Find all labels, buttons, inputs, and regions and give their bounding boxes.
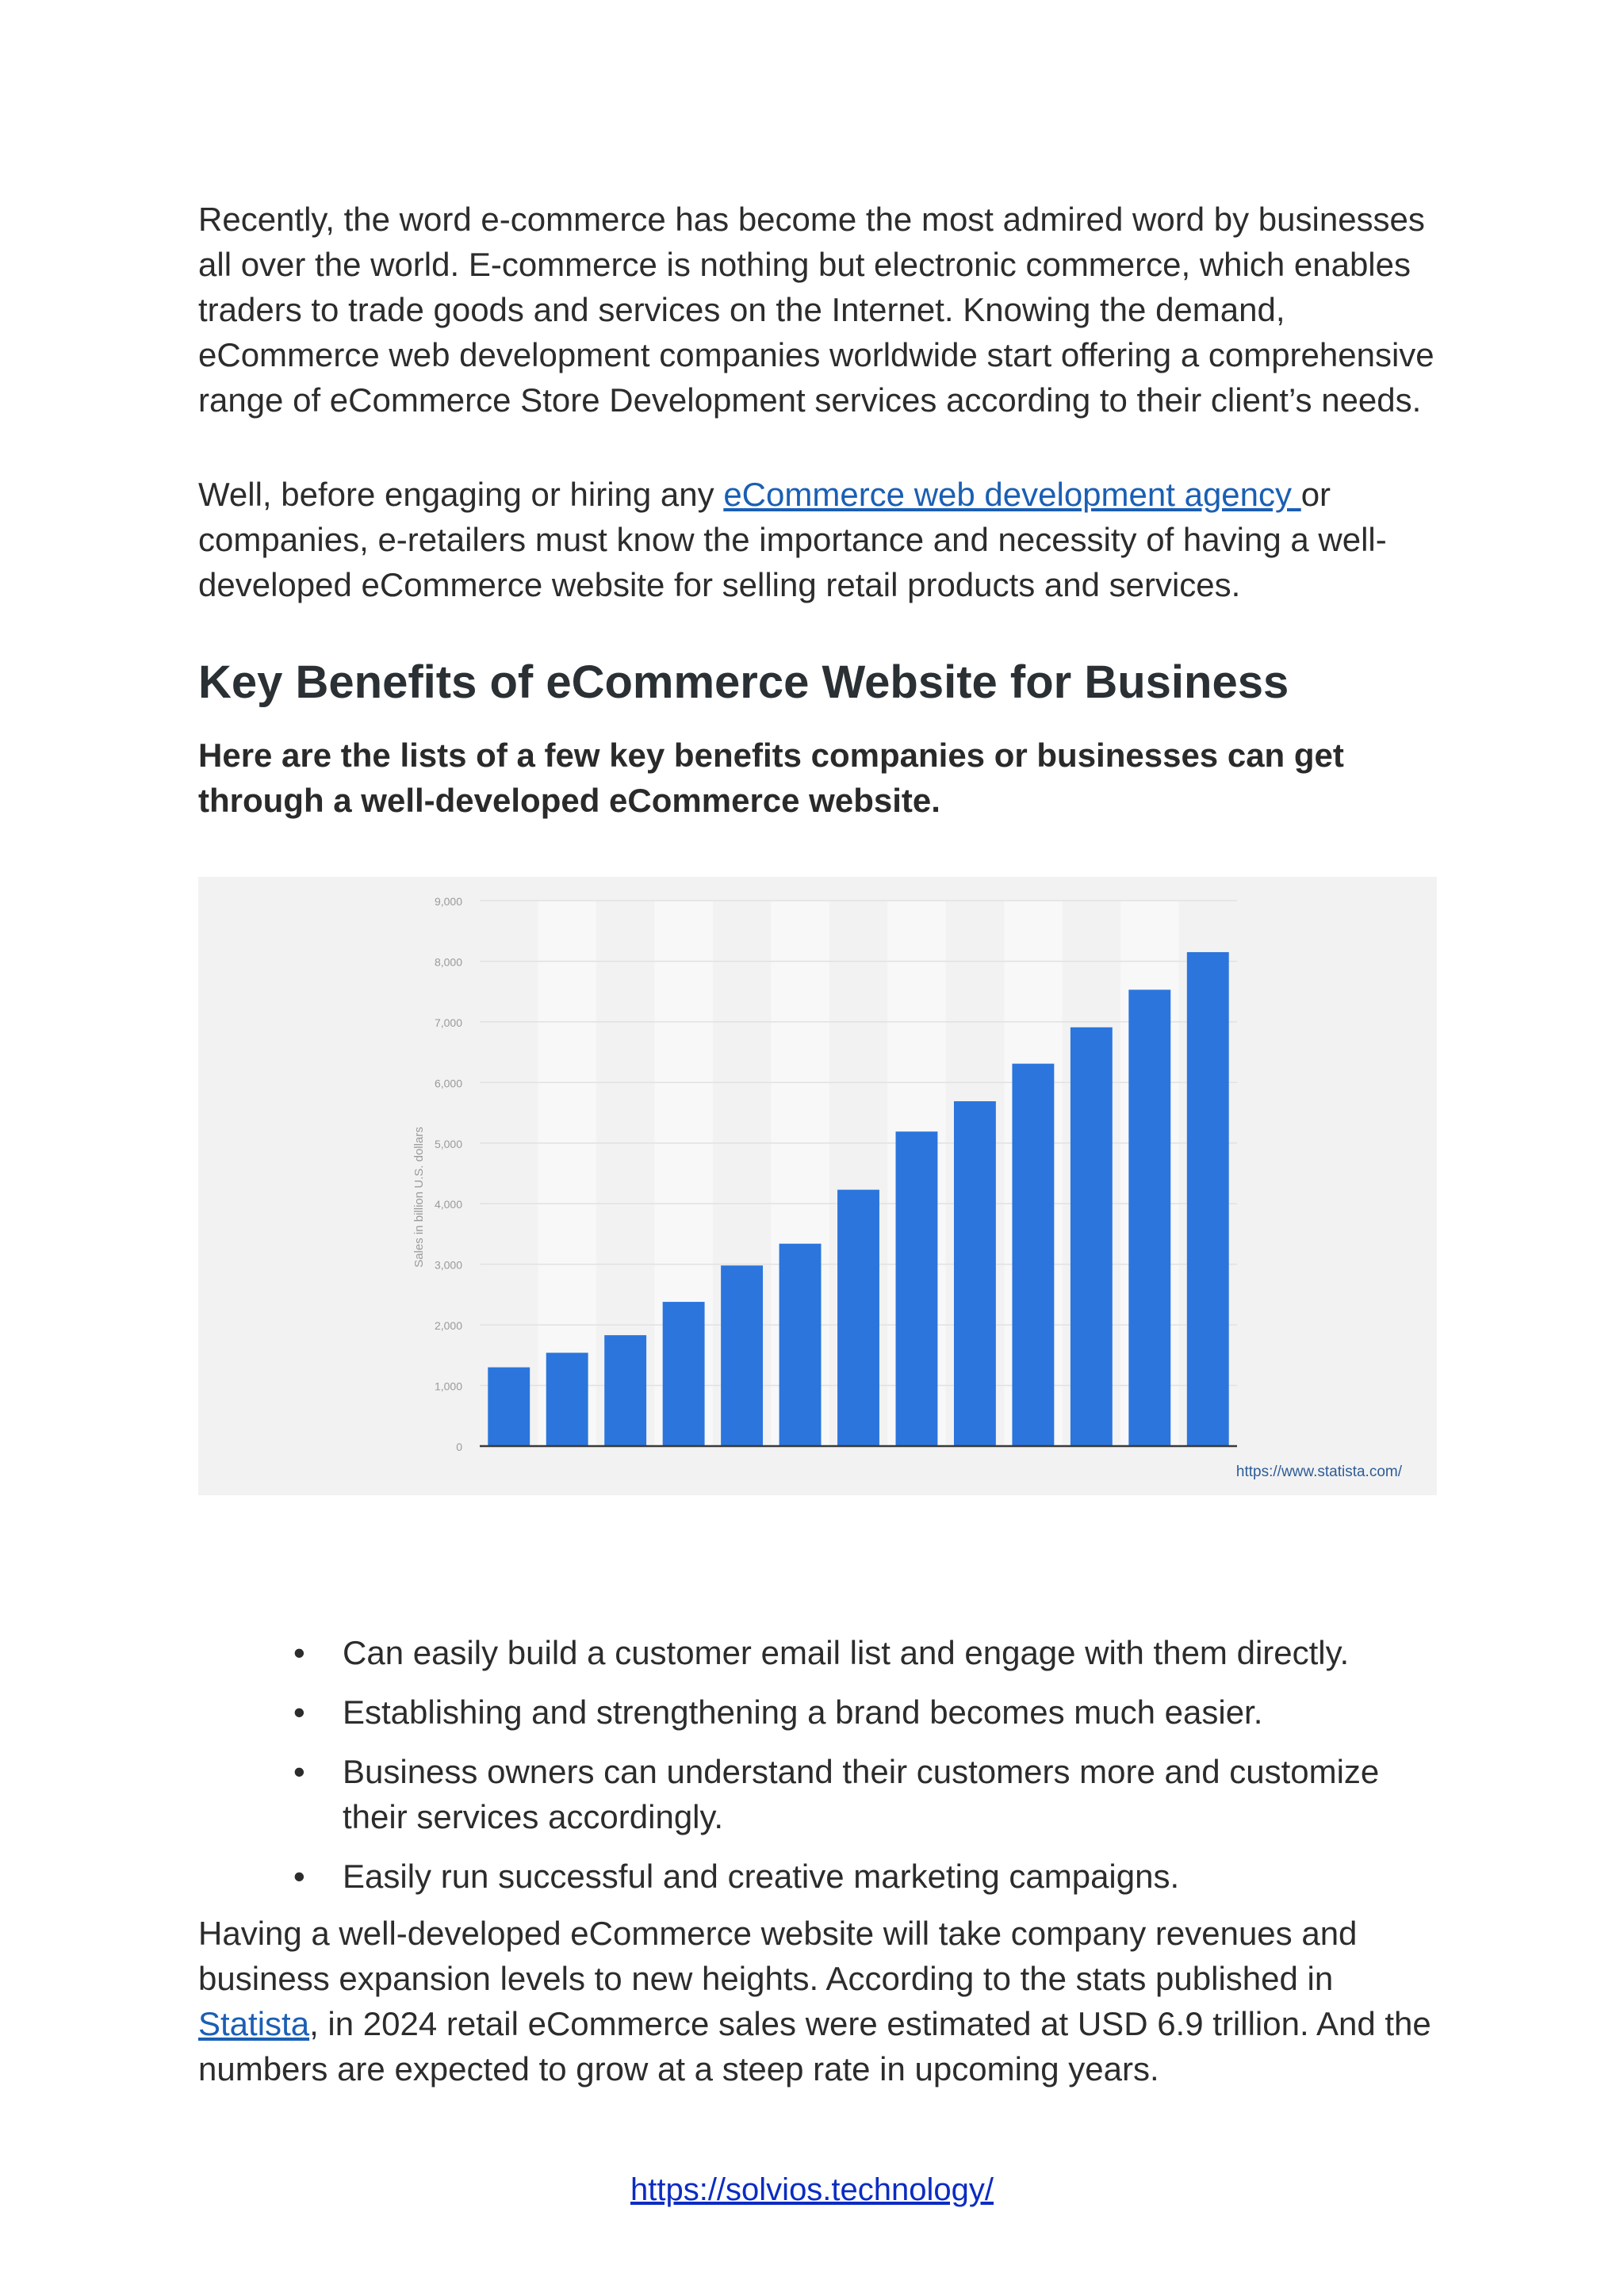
list-item	[198, 1854, 1435, 1899]
chart-bar	[488, 1368, 530, 1446]
bullet-icon: •	[293, 1693, 305, 1731]
y-tick-label: 8,000	[434, 955, 462, 969]
lead-paragraph: Here are the lists of a few key benefits companies or businesses can get through a well-developed eCommerce website.	[198, 737, 1344, 819]
list-item	[198, 1689, 1435, 1735]
y-tick-label: 4,000	[434, 1198, 462, 1211]
chart-source: https://www.statista.com/	[1235, 1464, 1402, 1480]
agency-link[interactable]: eCommerce web development agency	[723, 476, 1301, 513]
footer-link[interactable]: https://solvios.technology/	[630, 2172, 994, 2207]
list-item-text: Establishing and strengthening a brand becomes much easier.	[343, 1693, 1263, 1731]
agency-paragraph	[198, 472, 1435, 607]
y-tick-label: 7,000	[434, 1016, 462, 1029]
chart-bar	[721, 1265, 763, 1446]
y-tick-label: 2,000	[434, 1319, 462, 1333]
bullet-icon: •	[293, 1858, 305, 1895]
closing-text-before: Having a well-developed eCommerce website will take company revenues and business expansion levels to new heights. According to the stats published in	[198, 1915, 1358, 1997]
y-tick-label: 3,000	[434, 1258, 462, 1272]
section-heading: Key Benefits of eCommerce Website for Business	[198, 656, 1289, 708]
chart-svg	[198, 877, 1437, 1495]
list-item-text: Easily run successful and creative marketing campaigns.	[343, 1858, 1180, 1895]
y-tick-label: 0	[456, 1441, 462, 1453]
y-tick-label: 5,000	[434, 1137, 462, 1150]
chart-bar	[546, 1353, 588, 1446]
list-item-text: Business owners can understand their customers more and customize their services accordingly.	[343, 1753, 1380, 1835]
chart-bar	[1187, 952, 1229, 1446]
y-tick-label: 6,000	[434, 1077, 462, 1090]
list-item-text: Can easily build a customer email list and engage with them directly.	[343, 1634, 1350, 1671]
chart-bar	[604, 1335, 646, 1446]
chart-bar	[663, 1302, 705, 1446]
y-axis-title: Sales in billion U.S. dollars	[412, 1127, 426, 1268]
benefits-list	[198, 1630, 1435, 1913]
chart-bar	[837, 1190, 879, 1446]
bullet-icon: •	[293, 1753, 305, 1790]
bullet-icon: •	[293, 1634, 305, 1671]
chart-bar	[1012, 1064, 1054, 1446]
closing-text-after: , in 2024 retail eCommerce sales were estimated at USD 6.9 trillion. And the numbers are expected to grow at a steep rate in upcoming years.	[198, 2005, 1431, 2087]
chart-bar	[1071, 1027, 1113, 1446]
agency-text-before: Well, before engaging or hiring any	[198, 476, 724, 513]
page-footer	[0, 2172, 1624, 2208]
chart-bar	[1128, 989, 1170, 1446]
document-body	[198, 197, 1435, 823]
y-tick-label: 1,000	[434, 1380, 462, 1393]
statista-link[interactable]: Statista	[198, 2005, 310, 2042]
y-tick-label: 9,000	[434, 895, 462, 908]
chart-bar	[779, 1244, 822, 1446]
chart-bar	[896, 1131, 938, 1446]
agency-text-after: or companies, e-retailers must know the importance and necessity of having a well-developed eCommerce website for selling retail products and services.	[198, 476, 1387, 603]
list-item	[198, 1749, 1435, 1839]
sales-chart	[198, 877, 1437, 1495]
intro-paragraph: Recently, the word e-commerce has become the most admired word by businesses all over the world. E-commerce is nothing but electronic commerce, which enables traders to trade goods and services on the Internet. Knowing the demand, eCommerce web development companies worldwide start offering a comprehensive range of eCommerce Store Development services according to their client’s needs.	[198, 201, 1434, 419]
closing-paragraph	[198, 1911, 1435, 2091]
list-item	[198, 1630, 1435, 1675]
chart-bar	[954, 1101, 996, 1446]
